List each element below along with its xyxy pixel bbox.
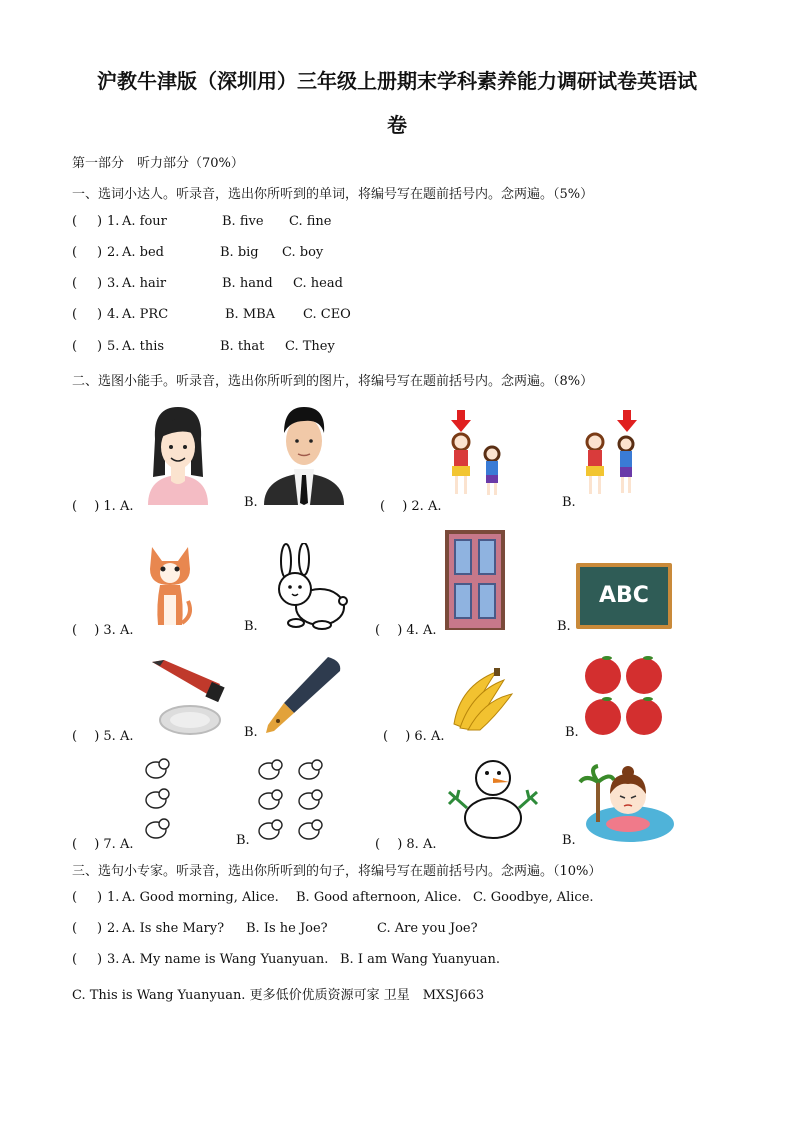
option-a: A. Good morning, Alice. — [122, 890, 279, 905]
snowman-picture — [445, 756, 541, 840]
question-number: 5. — [107, 339, 120, 354]
q8-b-label: B. — [562, 833, 576, 848]
answer-paren-close: ) — [97, 245, 103, 260]
option-c: C. CEO — [303, 307, 351, 322]
answer-paren-close: ) — [97, 921, 103, 936]
option-b: B. five — [222, 214, 264, 229]
option-c: C. They — [285, 339, 335, 354]
part-heading: 第一部分 听力部分（70%） — [72, 156, 244, 171]
option-a: A. hair — [122, 276, 167, 291]
door-picture — [445, 530, 505, 630]
option-a: A. PRC — [122, 307, 169, 322]
document-title-line2: 卷 — [387, 113, 407, 137]
q2-label: ( ) 2. A. — [380, 499, 442, 514]
q4-b-label: B. — [557, 619, 571, 634]
rabbit-picture — [270, 543, 348, 631]
answer-paren-open: ( — [72, 890, 78, 905]
banana-picture — [450, 666, 514, 732]
q7-label: ( ) 7. A. — [72, 837, 134, 852]
q6-b-label: B. — [565, 725, 579, 740]
option-a: A. four — [122, 214, 167, 229]
option-b: B. I am Wang Yuanyuan. — [340, 952, 501, 967]
question-number: 3. — [107, 952, 120, 967]
q1-label: ( ) 1. A. — [72, 499, 134, 514]
answer-paren-close: ) — [97, 952, 103, 967]
q5-b-label: B. — [244, 725, 258, 740]
option-b: B. big — [220, 245, 259, 260]
answer-paren-open: ( — [72, 214, 78, 229]
answer-paren-close: ) — [97, 214, 103, 229]
option-c: C. head — [293, 276, 343, 291]
answer-paren-open: ( — [72, 307, 78, 322]
apples-picture — [583, 655, 665, 737]
q6-label: ( ) 6. A. — [383, 729, 445, 744]
option-b: B. MBA — [225, 307, 276, 322]
three-chicks-picture — [142, 758, 174, 842]
woman-picture — [143, 405, 213, 505]
q2-b-label: B. — [562, 495, 576, 510]
option-c: C. fine — [289, 214, 332, 229]
pen-picture — [264, 655, 344, 735]
q7-b-label: B. — [236, 833, 250, 848]
q5-label: ( ) 5. A. — [72, 729, 134, 744]
question-number: 1. — [107, 890, 120, 905]
cat-picture — [146, 545, 194, 627]
section1-heading: 一、选词小达人。听录音，选出你所听到的单词，将编号写在题前括号内。念两遍。（5%） — [72, 187, 594, 202]
blackboard-text: ABC — [599, 583, 649, 608]
section3-question-3-option-c: C. This is Wang Yuanyuan. 更多低价优质资源可家 卫星 MXSJ663 — [72, 988, 485, 1003]
q3-b-label: B. — [244, 619, 258, 634]
option-b: B. hand — [222, 276, 273, 291]
document-title-line1: 沪教牛津版（深圳用）三年级上册期末学科素养能力调研试卷英语试 — [97, 69, 697, 93]
man-in-suit-picture — [262, 403, 346, 505]
answer-paren-open: ( — [72, 245, 78, 260]
answer-paren-close: ) — [97, 276, 103, 291]
answer-paren-close: ) — [97, 307, 103, 322]
q8-label: ( ) 8. A. — [375, 837, 437, 852]
pencil-eraser-picture — [150, 656, 226, 738]
option-c: C. Are you Joe? — [377, 921, 478, 936]
six-chicks-picture — [257, 757, 327, 843]
option-a: A. this — [122, 339, 165, 354]
option-a: A. bed — [122, 245, 164, 260]
question-number: 3. — [107, 276, 120, 291]
question-number: 4. — [107, 307, 120, 322]
option-c: C. boy — [282, 245, 324, 260]
answer-paren-open: ( — [72, 276, 78, 291]
kids-arrow-girl-picture — [446, 410, 508, 502]
q3-label: ( ) 3. A. — [72, 623, 134, 638]
swimming-girl-picture — [578, 764, 678, 844]
question-number: 1. — [107, 214, 120, 229]
option-a: A. My name is Wang Yuanyuan. — [122, 952, 329, 967]
option-b: B. that — [220, 339, 265, 354]
answer-paren-open: ( — [72, 952, 78, 967]
option-a: A. Is she Mary? — [122, 921, 225, 936]
blackboard-picture — [576, 563, 672, 629]
section3-heading: 三、选句小专家。听录音，选出你所听到的句子，将编号写在题前括号内。念两遍。（10%） — [72, 864, 602, 879]
option-b: B. Is he Joe? — [246, 921, 328, 936]
question-number: 2. — [107, 245, 120, 260]
answer-paren-open: ( — [72, 339, 78, 354]
section2-heading: 二、选图小能手。听录音，选出你所听到的图片，将编号写在题前括号内。念两遍。（8%） — [72, 374, 594, 389]
q4-label: ( ) 4. A. — [375, 623, 437, 638]
answer-paren-close: ) — [97, 339, 103, 354]
q1-b-label: B. — [244, 495, 258, 510]
answer-paren-open: ( — [72, 921, 78, 936]
option-b: B. Good afternoon, Alice. — [296, 890, 462, 905]
question-number: 2. — [107, 921, 120, 936]
option-c: C. Goodbye, Alice. — [473, 890, 594, 905]
answer-paren-close: ) — [97, 890, 103, 905]
kids-arrow-boy-picture — [580, 410, 642, 502]
